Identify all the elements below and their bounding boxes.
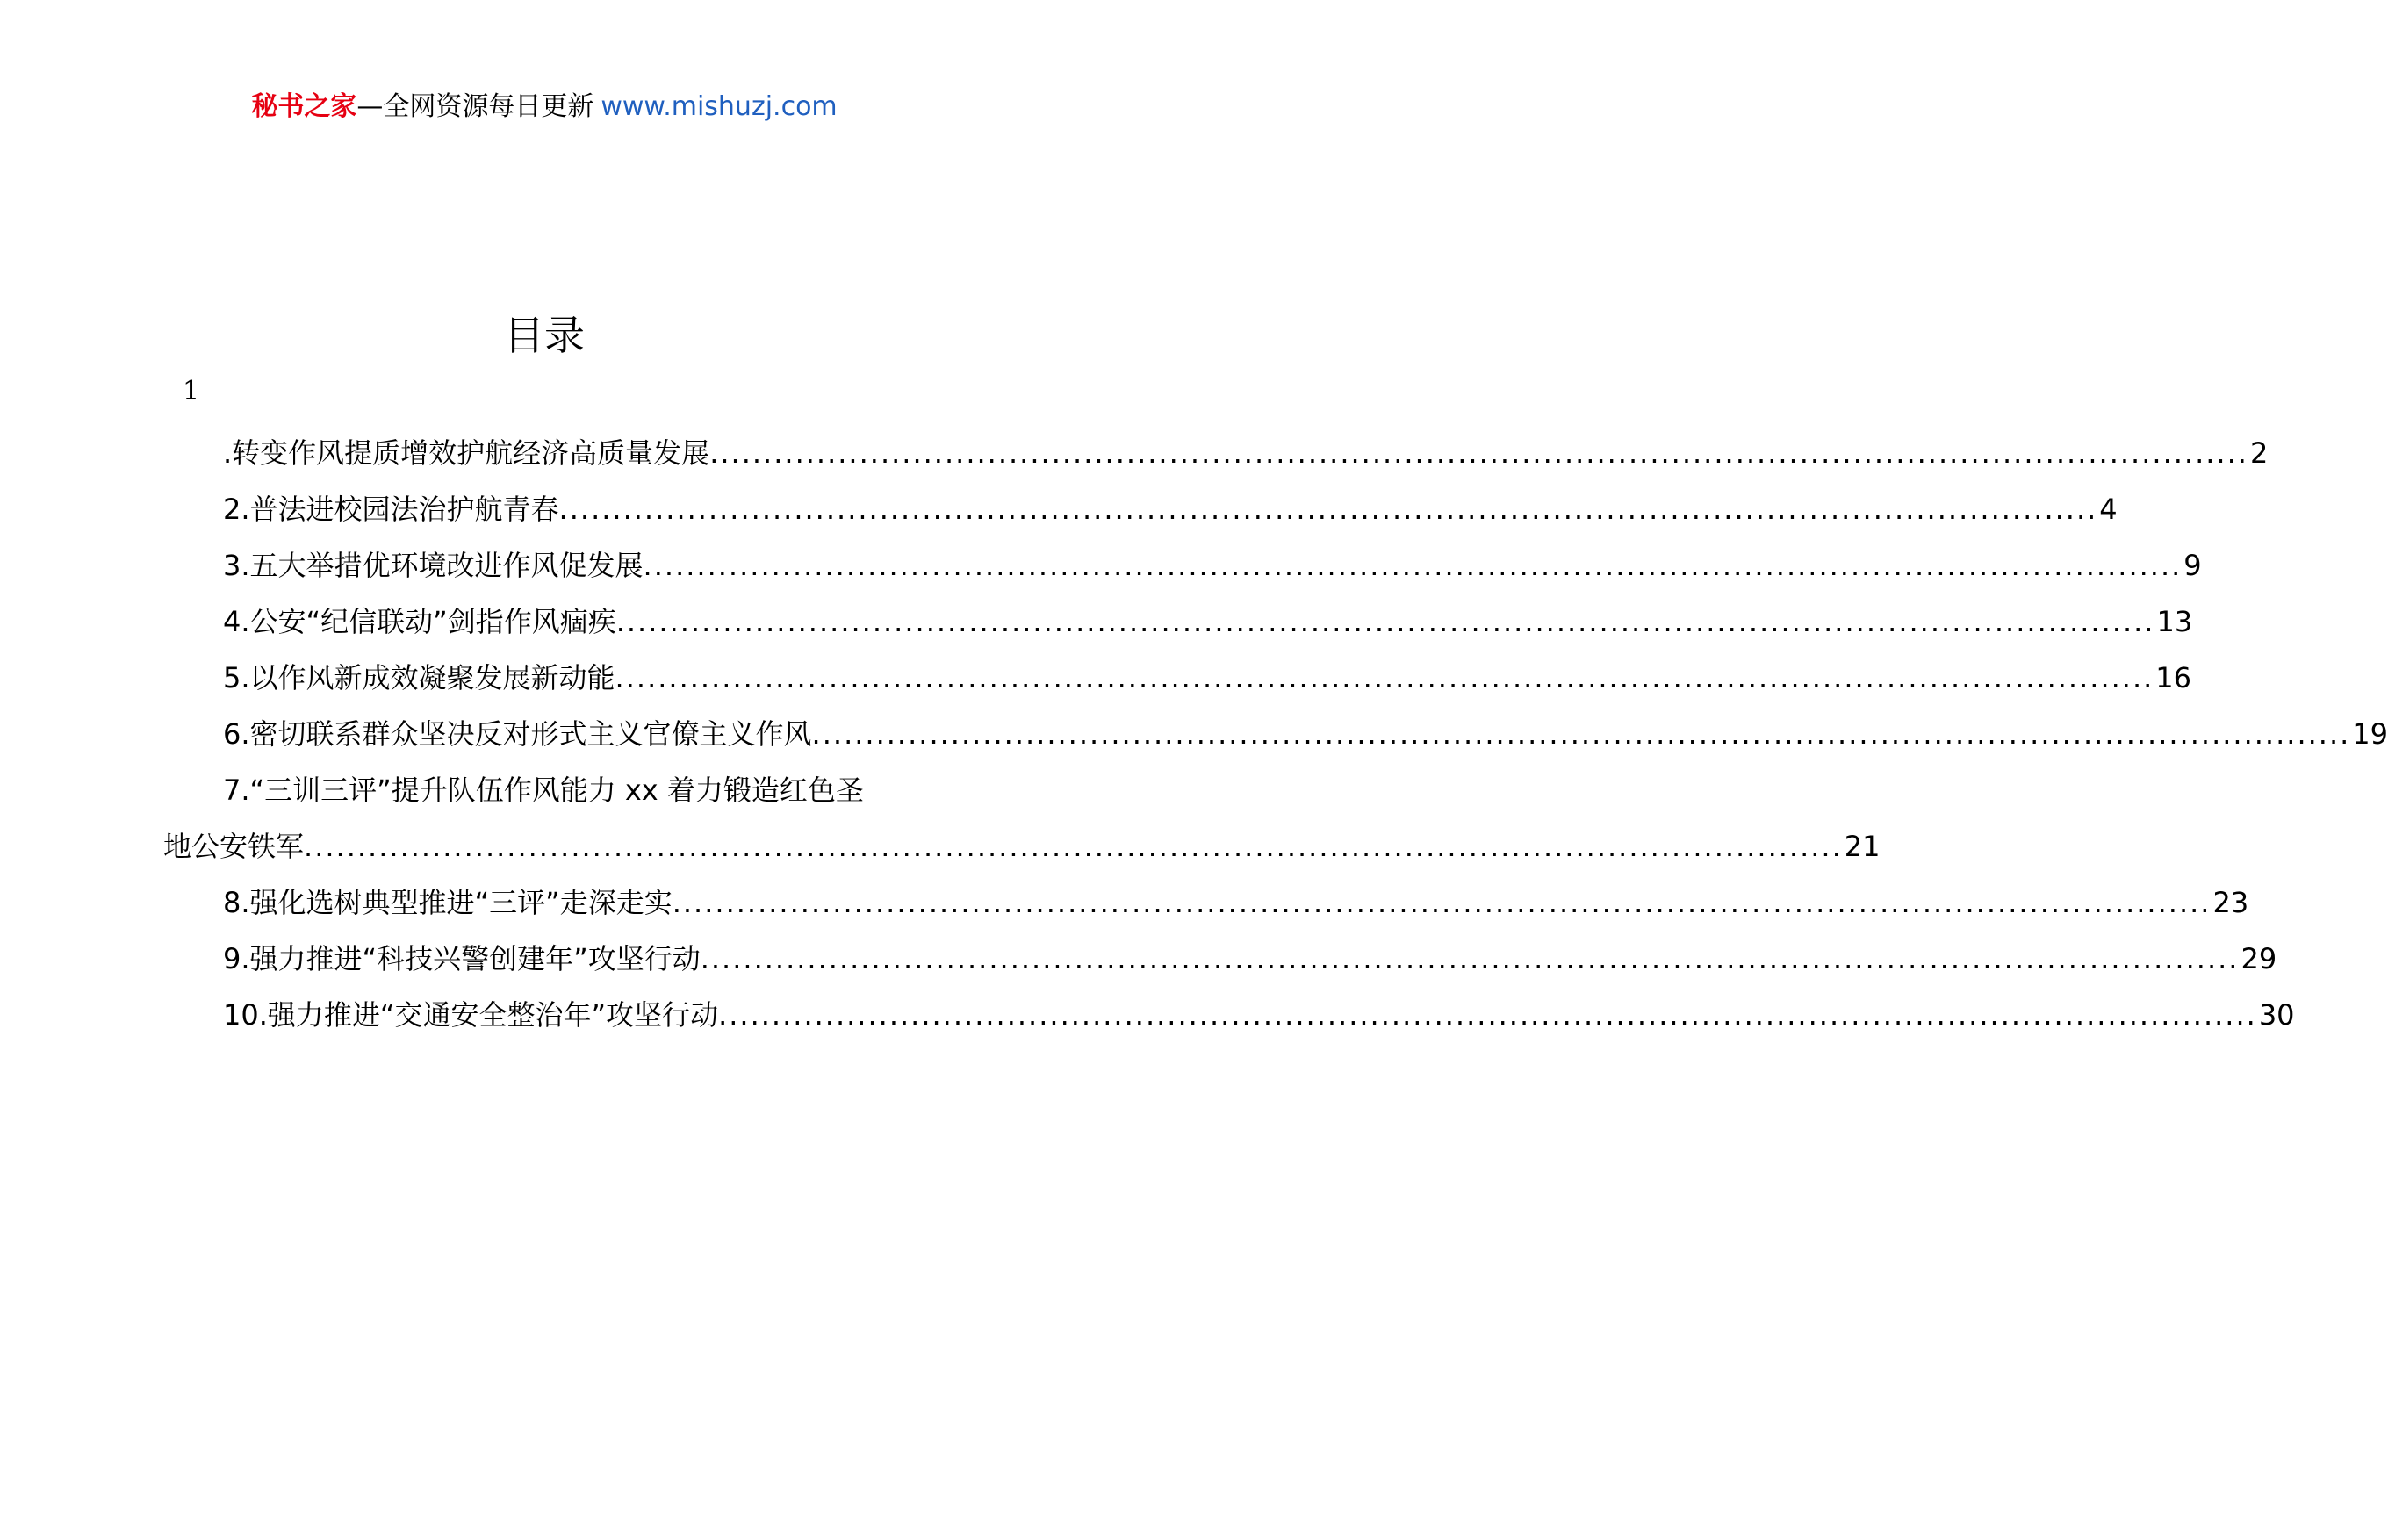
toc-entry-page: 21 bbox=[1844, 830, 1881, 863]
banner-url[interactable]: www.mishuzj.com bbox=[601, 91, 838, 122]
toc-entry-9[interactable] bbox=[163, 931, 2277, 987]
stray-page-number: 1 bbox=[183, 376, 200, 407]
toc-entry-8[interactable] bbox=[163, 874, 2249, 931]
toc-dot-leader bbox=[709, 425, 2248, 481]
toc-dot-leader bbox=[673, 874, 2212, 931]
banner-slogan: —全网资源每日更新 bbox=[356, 91, 594, 122]
toc-entry-5[interactable] bbox=[163, 650, 2192, 706]
toc-entry-3[interactable] bbox=[163, 537, 2202, 594]
toc-entry-page: 4 bbox=[2099, 493, 2118, 526]
toc-entry-page: 23 bbox=[2212, 886, 2249, 919]
banner-brand: 秘书之家 bbox=[251, 91, 357, 122]
toc-entry-label: .转变作风提质增效护航经济高质量发展 bbox=[223, 436, 710, 470]
toc-entry-page: 13 bbox=[2156, 605, 2193, 638]
toc-entry-label: 2.普法进校园法治护航青春 bbox=[223, 493, 559, 526]
table-of-contents bbox=[163, 425, 2388, 1043]
toc-entry-page: 30 bbox=[2258, 998, 2295, 1032]
toc-entry-label: 3.五大举措优环境改进作风促发展 bbox=[223, 549, 644, 582]
toc-entry-6[interactable] bbox=[163, 706, 2388, 762]
toc-entry-page: 9 bbox=[2183, 549, 2202, 582]
toc-dot-leader bbox=[812, 706, 2351, 762]
site-banner bbox=[0, 88, 1089, 126]
toc-entry-4[interactable] bbox=[163, 594, 2193, 650]
toc-entry-page: 2 bbox=[2249, 436, 2269, 470]
toc-entry-label: 6.密切联系群众坚决反对形式主义官僚主义作风 bbox=[223, 717, 812, 751]
toc-dot-leader bbox=[718, 987, 2257, 1043]
toc-dot-leader bbox=[304, 818, 1843, 874]
toc-entry-label: 5.以作风新成效凝聚发展新动能 bbox=[223, 661, 615, 694]
toc-dot-leader bbox=[644, 537, 2183, 594]
toc-entry-label: 8.强化选树典型推进“三评”走深走实 bbox=[223, 886, 673, 919]
toc-entry-line2 bbox=[163, 818, 1881, 874]
toc-entry-label: 10.强力推进“交通安全整治年”攻坚行动 bbox=[223, 998, 719, 1032]
toc-dot-leader bbox=[559, 481, 2098, 537]
toc-entry-2[interactable] bbox=[163, 481, 2118, 537]
toc-dot-leader bbox=[615, 650, 2154, 706]
page-title: 目录 bbox=[504, 312, 585, 359]
toc-entry-page: 16 bbox=[2155, 661, 2192, 694]
toc-entry-label: 4.公安“纪信联动”剑指作风痼疾 bbox=[223, 605, 616, 638]
toc-entry-label-line2: 地公安铁军 bbox=[163, 830, 305, 863]
toc-entry-label-line1: 7.“三训三评”提升队伍作风能力 xx 着力锻造红色圣 bbox=[223, 774, 864, 807]
toc-entry-1[interactable] bbox=[163, 425, 2269, 481]
toc-entry-10[interactable] bbox=[163, 987, 2295, 1043]
toc-dot-leader bbox=[701, 931, 2240, 987]
toc-entry-7[interactable] bbox=[163, 762, 1881, 874]
toc-entry-label: 9.强力推进“科技兴警创建年”攻坚行动 bbox=[223, 942, 701, 975]
toc-dot-leader bbox=[616, 594, 2155, 650]
toc-entry-page: 29 bbox=[2241, 942, 2277, 975]
toc-entry-page: 19 bbox=[2352, 717, 2388, 751]
